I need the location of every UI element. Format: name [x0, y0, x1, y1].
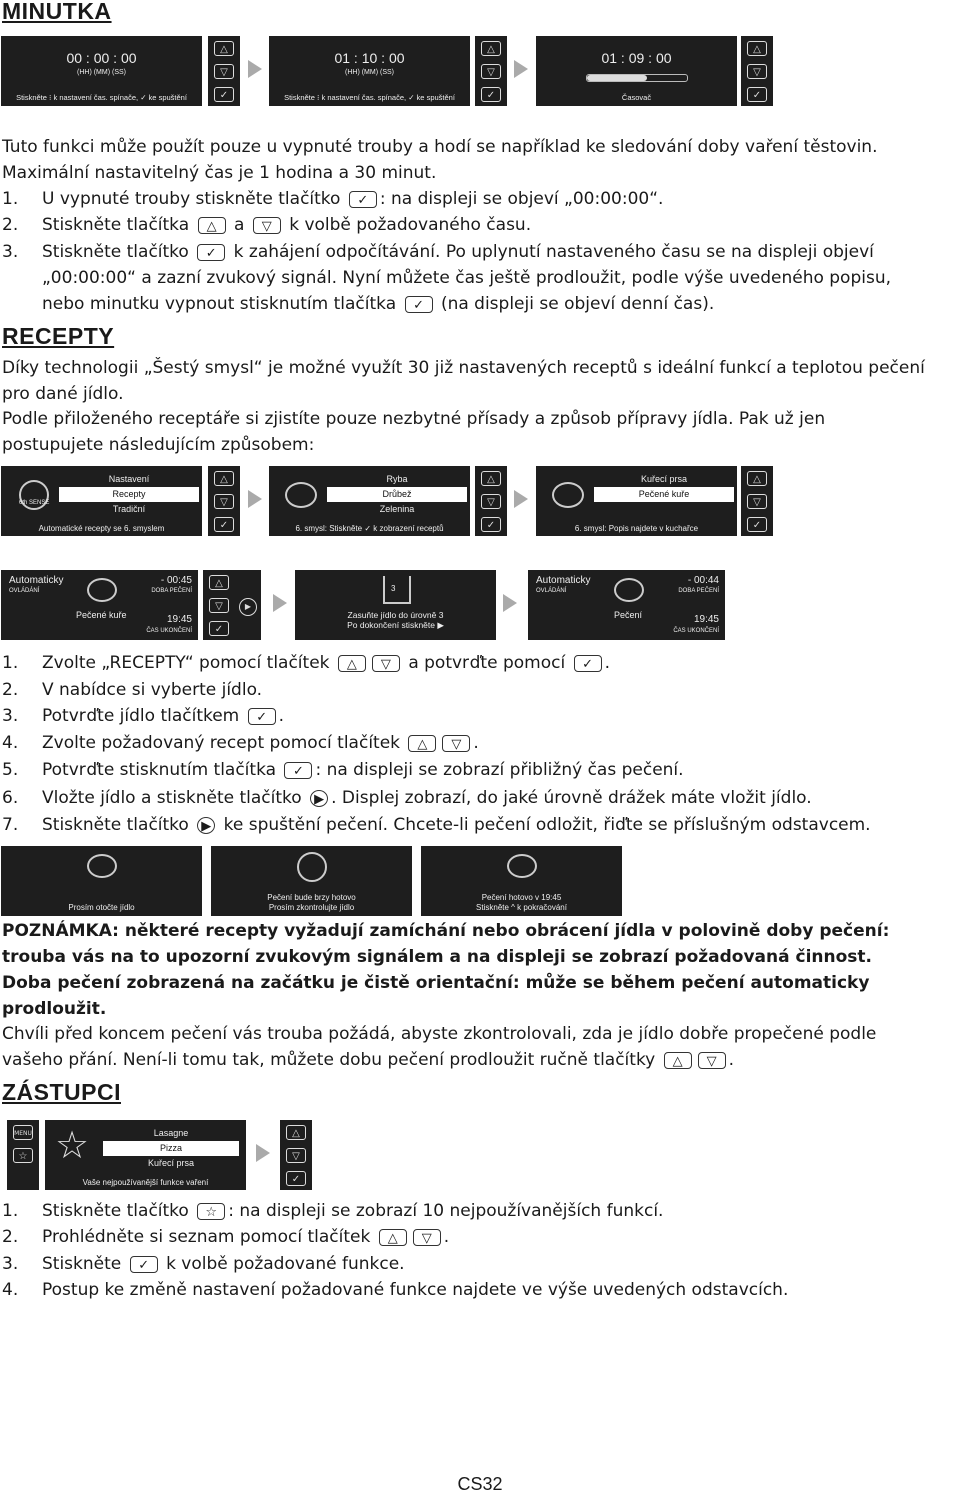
step-text: : na displeji se zobrazí přibližný čas pečení. — [315, 760, 684, 780]
step-number: 3. — [2, 242, 19, 262]
note-text: . — [728, 1050, 735, 1070]
play-button[interactable]: ▶ — [239, 598, 257, 616]
step-text: Stiskněte tlačítko — [42, 815, 189, 835]
minutka-intro-2: Maximální nastavitelný čas je 1 hodina a 30 minut. — [2, 163, 437, 183]
step-text: ke spuštění pečení. Chcete-li pečení odložit, řiďte se příslušným odstavcem. — [223, 815, 871, 835]
control-panel — [741, 466, 773, 536]
arrow-right-icon — [514, 490, 528, 508]
menu-button[interactable]: MENU — [13, 1125, 33, 1140]
step-number: 1. — [2, 1201, 19, 1221]
ok-icon: ✓ — [284, 762, 312, 779]
dish-label: Pečení — [614, 610, 643, 620]
step-number: 1. — [2, 189, 19, 209]
down-button[interactable]: ▽ — [209, 598, 229, 613]
zastupci-step-3 — [2, 1251, 405, 1277]
step-text: : na displeji se objeví „00:00:00“. — [379, 189, 664, 209]
duration-label: DOBA PEČENÍ — [151, 588, 192, 594]
ok-icon: ✓ — [574, 655, 602, 672]
star-icon: ☆ — [197, 1203, 225, 1220]
arrow-right-icon — [248, 490, 262, 508]
mode-label: Automaticky — [9, 575, 64, 586]
status-line-1: Pečení bude brzy hotovo — [267, 893, 356, 902]
timer-time: 00 : 00 : 00 — [66, 50, 137, 66]
control-panel — [741, 36, 773, 106]
step-text: k zahájení odpočítávání. Po uplynutí nastaveného času se na displeji objeví — [233, 242, 874, 262]
arrow-right-icon — [514, 60, 528, 78]
up-button[interactable]: △ — [286, 1125, 306, 1140]
arrow-right-icon — [503, 594, 517, 612]
timer-display-2 — [269, 36, 470, 106]
status-line-2: Prosím zkontrolujte jídlo — [268, 903, 355, 912]
step-text: U vypnuté trouby stiskněte tlačítko — [42, 189, 341, 209]
note-bold-3: Doba pečení zobrazená na začátku je čistě orientační: může se během pečení automaticky — [2, 973, 870, 993]
ok-button[interactable]: ✓ — [481, 517, 501, 532]
recepty-para-1b: pro dané jídlo. — [2, 384, 124, 404]
auto-display-1 — [1, 570, 198, 640]
step-text: . — [278, 706, 285, 726]
ok-button[interactable]: ✓ — [747, 517, 767, 532]
zastupci-step-1 — [2, 1198, 663, 1224]
up-icon: △ — [664, 1052, 692, 1069]
ok-icon: ✓ — [405, 296, 433, 313]
status-line-1: Pečení hotovo v 19:45 — [481, 893, 562, 902]
up-button[interactable]: △ — [481, 41, 501, 56]
recepty-step-7 — [2, 812, 871, 838]
ok-button[interactable]: ✓ — [209, 621, 229, 636]
chicken-icon — [507, 854, 537, 878]
recipe-display-1 — [1, 466, 202, 536]
timer-units: (HH) (MM) (SS) — [77, 69, 126, 76]
control-panel — [208, 466, 240, 536]
step-number: 4. — [2, 1280, 19, 1300]
recipe-menu — [59, 472, 199, 517]
arrow-right-icon — [273, 594, 287, 612]
recepty-step-6 — [2, 785, 812, 811]
up-button[interactable]: △ — [747, 41, 767, 56]
minutka-step-3-cont2 — [2, 291, 714, 317]
favourites-button[interactable]: ☆ — [13, 1148, 33, 1163]
note-bold-1: POZNÁMKA: některé recepty vyžadují zamíchání nebo obrácení jídla v polovině doby pečení: — [2, 921, 890, 941]
recepty-para-1a: Díky technologii „Šestý smysl“ je možné využít 30 již nastavených receptů s ideální funkcí a teplotou pečení — [2, 358, 925, 378]
recipe-display-3 — [536, 466, 737, 536]
menu-item[interactable]: Ryba — [386, 474, 408, 484]
chicken-icon — [87, 578, 117, 602]
down-icon: ▽ — [372, 655, 400, 672]
ok-button[interactable]: ✓ — [747, 87, 767, 102]
control-label: OVLÁDÁNÍ — [536, 588, 567, 594]
section-title-zastupci: ZÁSTUPCI — [2, 1079, 121, 1105]
end-time-value: 19:45 — [693, 614, 719, 625]
step-number: 1. — [2, 653, 19, 673]
arrow-right-icon — [248, 60, 262, 78]
arrow-right-icon — [256, 1144, 270, 1162]
up-icon: △ — [379, 1229, 407, 1246]
step-text: . Displej zobrazí, do jaké úrovně drážek máte vložit jídlo. — [331, 788, 812, 808]
timer-display-1 — [1, 36, 202, 106]
section-title-recepty: RECEPTY — [2, 323, 115, 349]
down-button[interactable]: ▽ — [481, 494, 501, 509]
play-icon: ▶ — [310, 790, 328, 807]
recipe-footer: Automatické recepty se 6. smyslem — [38, 524, 165, 533]
6th-sense-label: 6th SENSE — [19, 500, 50, 506]
down-icon: ▽ — [442, 735, 470, 752]
down-button[interactable]: ▽ — [214, 494, 234, 509]
instruction-line-2 — [295, 620, 496, 631]
note-bold-2: trouba vás na to upozorní zvukovým signálem a na displeji se zobrazí požadovaná činnost. — [2, 947, 872, 967]
step-text: a — [233, 215, 245, 235]
menu-item[interactable]: Kuřecí prsa — [640, 474, 688, 484]
minutka-step-3 — [2, 239, 874, 265]
recipe-menu — [594, 472, 734, 502]
zastupci-step-4 — [2, 1277, 788, 1303]
down-button[interactable]: ▽ — [747, 494, 767, 509]
note-text: vašeho přání. Není-li tomu tak, můžete dobu pečení prodloužit ručně tlačítky — [2, 1050, 656, 1070]
step-text: V nabídce si vyberte jídlo. — [42, 680, 263, 700]
level-number: 3 — [391, 584, 396, 593]
note-text-1: Chvíli před koncem pečení vás trouba požádá, abyste zkontrolovali, zda je jídlo dobře propečené podle — [2, 1024, 877, 1044]
status-line-2: Prosím otočte jídlo — [68, 903, 135, 912]
control-panel — [280, 1120, 312, 1190]
recepty-para-2a: Podle přiloženého receptáře si zjistíte pouze nezbytné přísady a způsob přípravy jídla. Pak už jen — [2, 409, 826, 429]
note-bold-4: prodloužit. — [2, 999, 107, 1019]
control-label: OVLÁDÁNÍ — [9, 588, 40, 594]
step-number: 7. — [2, 815, 19, 835]
step-text: k volbě požadované funkce. — [166, 1254, 405, 1274]
turn-food-icon — [87, 854, 117, 878]
menu-item-selected[interactable]: Pečené kuře — [594, 487, 734, 502]
timer-time: 01 : 10 : 00 — [334, 50, 405, 66]
step-number: 2. — [2, 215, 19, 235]
step-number: 4. — [2, 733, 19, 753]
step-text: Zvolte „RECEPTY“ pomocí tlačítek — [42, 653, 330, 673]
step-text: Postup ke změně nastavení požadované funkce najdete ve výše uvedených odstavcích. — [42, 1280, 789, 1300]
step-text: Stiskněte tlačítko — [42, 1201, 189, 1221]
dish-label: Pečené kuře — [76, 610, 127, 620]
timer-display-3 — [536, 36, 737, 106]
status-display-3 — [421, 846, 622, 916]
step-text: . — [473, 733, 479, 753]
favourites-display — [45, 1120, 246, 1190]
auto-display-3 — [528, 570, 725, 640]
step-text: . — [604, 653, 610, 673]
end-time-label: ČAS UKONČENÍ — [673, 628, 719, 634]
clock-icon — [297, 852, 327, 882]
step-text: nebo minutku vypnout stisknutím tlačítka — [42, 294, 397, 314]
note-text-2 — [2, 1047, 734, 1073]
menu-item[interactable]: Tradiční — [112, 504, 146, 514]
timer-footer: Stiskněte ⁝ k nastavení čas. spínače, ✓ ke spuštění — [16, 93, 187, 102]
ok-icon: ✓ — [349, 191, 377, 208]
step-number: 2. — [2, 680, 19, 700]
step-text: Stiskněte tlačítka — [42, 215, 190, 235]
status-display-2 — [211, 846, 412, 916]
chicken-icon — [552, 482, 584, 508]
control-panel — [203, 570, 261, 640]
step-text: a potvrďte pomocí — [408, 653, 566, 673]
recepty-para-2b: postupujete následujícím způsobem: — [2, 435, 315, 455]
duration-value: - 00:45 — [160, 575, 192, 586]
step-text: . — [443, 1227, 450, 1247]
down-button[interactable]: ▽ — [747, 64, 767, 79]
up-icon: △ — [408, 735, 436, 752]
menu-item[interactable]: Nastavení — [108, 474, 150, 484]
control-panel — [208, 36, 240, 106]
down-icon: ▽ — [413, 1229, 441, 1246]
control-panel — [475, 36, 507, 106]
step-text: : na displeji se zobrazí 10 nejpoužívanějších funkcí. — [228, 1201, 664, 1221]
ok-button[interactable]: ✓ — [481, 87, 501, 102]
menu-item-selected[interactable]: Pizza — [103, 1141, 239, 1156]
ok-button[interactable]: ✓ — [286, 1171, 306, 1186]
favourites-footer: Vaše nejpoužívanější funkce vaření — [82, 1178, 209, 1187]
menu-item[interactable]: Zelenina — [379, 504, 415, 514]
recipe-footer: 6. smysl: Popis najdete v kuchařce — [574, 524, 699, 533]
minutka-step-1 — [2, 186, 663, 212]
page-number: CS32 — [457, 1474, 503, 1494]
instruction-text: Po dokončení stiskněte — [347, 620, 435, 630]
minutka-step-3-cont: „00:00:00“ a zazní zvukový signál. Nyní můžete čas ještě prodloužit, podle výše uvedeného popisu, — [42, 268, 892, 288]
step-text: Vložte jídlo a stiskněte tlačítko — [42, 788, 302, 808]
control-panel-left — [7, 1120, 39, 1190]
status-display-1 — [1, 846, 202, 916]
mode-label: Automaticky — [536, 575, 591, 586]
instruction-line-1: Zasuňte jídlo do úrovně 3 — [347, 610, 444, 620]
up-icon: △ — [198, 217, 226, 234]
chicken-icon — [285, 482, 317, 508]
minutka-intro-1: Tuto funkci může použít pouze u vypnuté trouby a hodí se například ke sledování doby vaření těstovin. — [2, 137, 878, 157]
play-icon: ▶ — [197, 817, 215, 834]
up-icon: △ — [338, 655, 366, 672]
auto-display-2 — [295, 570, 496, 640]
down-button[interactable]: ▽ — [214, 64, 234, 79]
up-button[interactable]: △ — [214, 41, 234, 56]
recipe-footer: 6. smysl: Stiskněte ✓ k zobrazení receptů — [295, 524, 444, 533]
control-panel — [475, 466, 507, 536]
step-text: Potvrďte jídlo tlačítkem — [42, 706, 240, 726]
status-line-2: Stiskněte ^ k pokračování — [476, 903, 567, 912]
step-number: 3. — [2, 706, 19, 726]
recepty-step-1 — [2, 650, 610, 676]
timer-time: 01 : 09 : 00 — [601, 50, 672, 66]
minutka-step-2 — [2, 212, 531, 238]
star-icon: ☆ — [55, 1125, 90, 1167]
down-icon: ▽ — [698, 1052, 726, 1069]
recipe-menu — [327, 472, 467, 517]
ok-icon: ✓ — [248, 708, 276, 725]
recepty-step-2 — [2, 677, 262, 703]
favourites-menu — [103, 1126, 239, 1171]
duration-label: DOBA PEČENÍ — [678, 588, 719, 594]
menu-item-selected[interactable]: Drůbež — [327, 487, 467, 502]
duration-value: - 00:44 — [687, 575, 719, 586]
menu-item[interactable]: Kuřecí prsa — [147, 1158, 195, 1168]
timer-progress-fill — [587, 75, 647, 81]
menu-item[interactable]: Lasagne — [153, 1128, 189, 1138]
ok-button[interactable]: ✓ — [214, 87, 234, 102]
menu-item-selected[interactable]: Recepty — [59, 487, 199, 502]
timer-footer: Časovač — [621, 93, 652, 102]
ok-icon: ✓ — [197, 244, 225, 261]
ok-button[interactable]: ✓ — [214, 517, 234, 532]
end-time-value: 19:45 — [166, 614, 192, 625]
up-button[interactable]: △ — [747, 471, 767, 486]
down-icon: ▽ — [253, 217, 281, 234]
chicken-icon — [614, 578, 644, 602]
down-button[interactable]: ▽ — [481, 64, 501, 79]
recepty-step-5 — [2, 757, 684, 783]
ok-icon: ✓ — [130, 1256, 158, 1273]
step-text: Potvrďte stisknutím tlačítka — [42, 760, 277, 780]
step-text: Zvolte požadovaný recept pomocí tlačítek — [42, 733, 401, 753]
recipe-display-2 — [269, 466, 470, 536]
step-text: Stiskněte tlačítko — [42, 242, 189, 262]
step-text: Stiskněte — [42, 1254, 122, 1274]
down-button[interactable]: ▽ — [286, 1148, 306, 1163]
recepty-step-3 — [2, 703, 284, 729]
step-number: 2. — [2, 1227, 19, 1247]
step-number: 3. — [2, 1254, 19, 1274]
oven-rack-icon — [383, 576, 411, 604]
timer-progress-bar — [586, 74, 688, 82]
step-number: 5. — [2, 760, 19, 780]
timer-footer: Stiskněte ⁝ k nastavení čas. spínače, ✓ ke spuštění — [284, 93, 455, 102]
end-time-label: ČAS UKONČENÍ — [146, 628, 192, 634]
recepty-step-4 — [2, 730, 479, 756]
up-button[interactable]: △ — [209, 575, 229, 590]
step-text: (na displeji se objeví denní čas). — [440, 294, 715, 314]
play-icon: ▶ — [437, 620, 444, 630]
step-number: 6. — [2, 788, 19, 808]
step-text: k volbě požadovaného času. — [289, 215, 532, 235]
step-text: Prohlédněte si seznam pomocí tlačítek — [42, 1227, 371, 1247]
up-button[interactable]: △ — [481, 471, 501, 486]
timer-units: (HH) (MM) (SS) — [345, 69, 394, 76]
zastupci-step-2 — [2, 1224, 449, 1250]
up-button[interactable]: △ — [214, 471, 234, 486]
section-title-minutka: MINUTKA — [2, 0, 112, 24]
